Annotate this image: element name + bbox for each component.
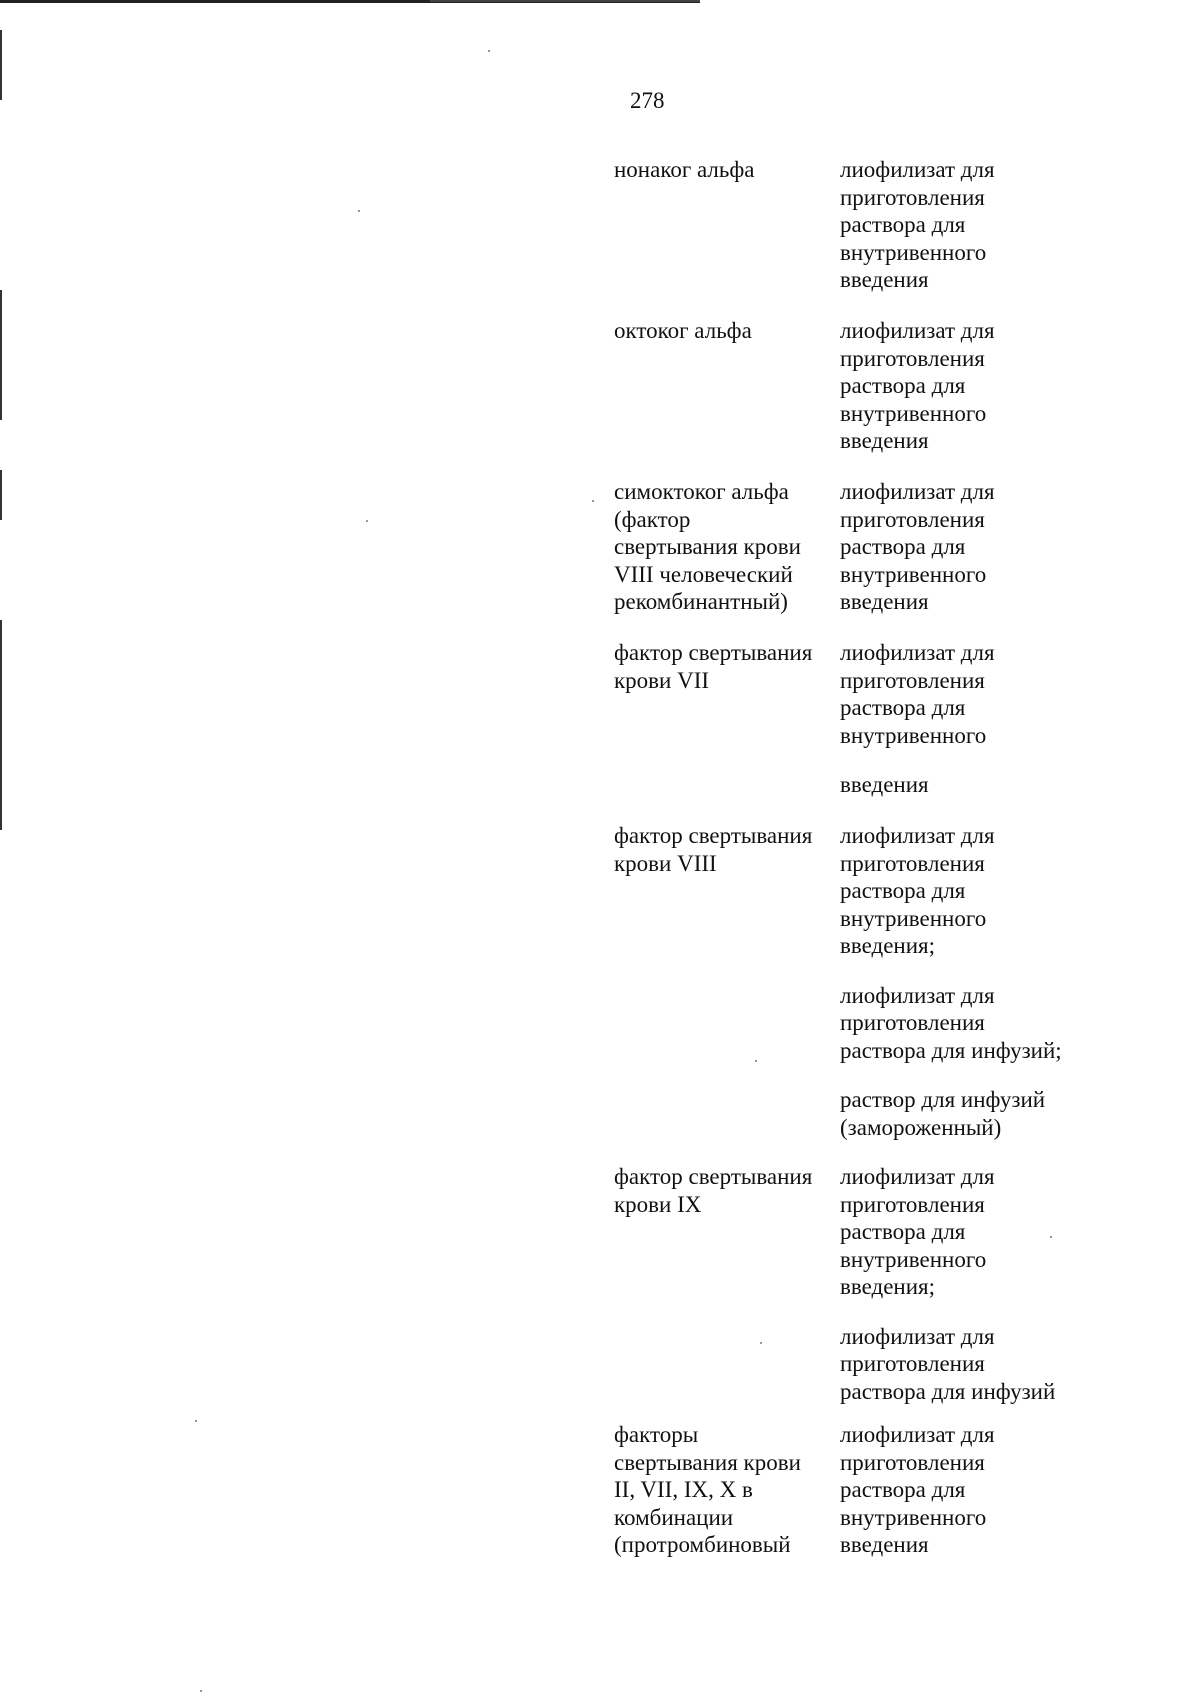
scan-speck: [366, 520, 368, 522]
table-row: [614, 478, 1174, 616]
table-row: [614, 822, 1174, 1141]
dosage-forms: [840, 1163, 1170, 1405]
drug-name: фактор свертывания крови VII: [614, 640, 813, 693]
table-row: [614, 1421, 1174, 1559]
drug-name: фактор свертывания крови IX: [614, 1164, 813, 1217]
table-row: [614, 156, 1174, 294]
page-number: 278: [630, 88, 665, 113]
scan-speck: [200, 1690, 202, 1692]
scan-edge-mark: [0, 30, 2, 100]
drug-name: симоктоког альфа (фактор свертывания крови VIII человеческий рекомбинантный): [614, 479, 801, 614]
scan-edge-mark: [0, 620, 2, 830]
drug-name: факторы свертывания крови II, VII, IX, X в комбинации (протромбиновый: [614, 1422, 801, 1557]
drug-name: фактор свертывания крови VIII: [614, 823, 813, 876]
dosage-forms: [840, 639, 1170, 799]
scan-speck: [488, 50, 490, 52]
dosage-forms: [840, 822, 1170, 1141]
dosage-form: лиофилизат для приготовления раствора для инфузий;: [840, 982, 1062, 1063]
dosage-form: лиофилизат для приготовления раствора для внутривенного введения;: [840, 823, 995, 958]
table-row: [614, 317, 1174, 455]
scan-speck: [358, 210, 360, 212]
dosage-forms: [840, 478, 1170, 616]
scan-top-rule: [430, 0, 700, 2]
dosage-form: лиофилизат для приготовления раствора для внутривенного: [840, 640, 995, 748]
dosage-form: введения: [840, 772, 929, 797]
table-row: [614, 639, 1174, 799]
table-row: [614, 1163, 1174, 1405]
scan-speck: [592, 500, 594, 502]
scan-speck: [195, 1420, 197, 1422]
scan-edge-mark: [0, 290, 2, 420]
dosage-forms: [840, 1421, 1170, 1559]
dosage-forms: [840, 317, 1170, 455]
dosage-form: лиофилизат для приготовления раствора для инфузий: [840, 1323, 1056, 1404]
drug-name: нонаког альфа: [614, 157, 755, 182]
dosage-form: лиофилизат для приготовления раствора для внутривенного введения: [840, 479, 995, 614]
dosage-form: лиофилизат для приготовления раствора для внутривенного введения: [840, 157, 995, 292]
scan-edge-mark: [0, 470, 2, 520]
drug-name: октоког альфа: [614, 318, 752, 343]
dosage-form: раствор для инфузий (замороженный): [840, 1087, 1046, 1140]
dosage-form: лиофилизат для приготовления раствора для внутривенного введения: [840, 1422, 995, 1557]
dosage-form: лиофилизат для приготовления раствора для внутривенного введения: [840, 318, 995, 453]
dosage-forms: [840, 156, 1170, 294]
dosage-form: лиофилизат для приготовления раствора для внутривенного введения;: [840, 1164, 995, 1299]
